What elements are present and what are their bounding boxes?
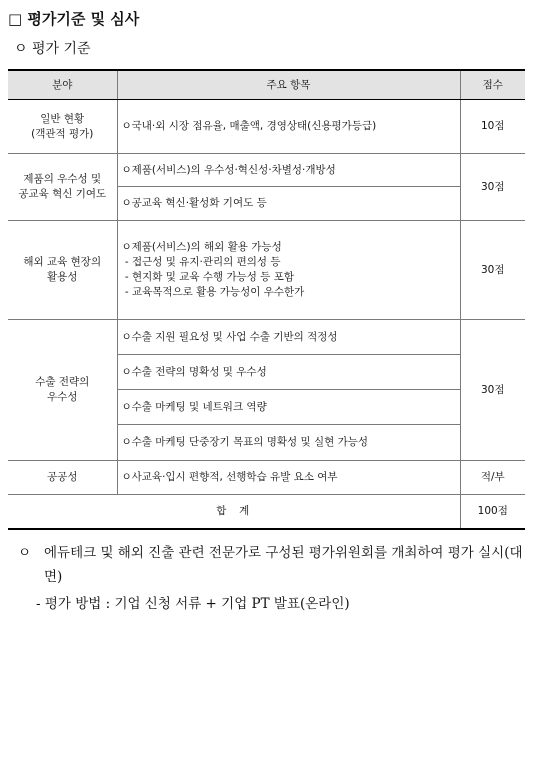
note-sub-text: - 평가 방법 : 기업 신청 서류 + 기업 PT 발표(온라인) <box>36 596 350 612</box>
table-header-row <box>8 70 525 100</box>
item-line: ㅇ수출 마케팅 단중장기 목표의 명확성 및 실현 가능성 <box>121 436 369 448</box>
item-line: ㅇ사교육·입시 편향적, 선행학습 유발 요소 여부 <box>121 471 338 483</box>
total-score: 100점 <box>460 495 525 529</box>
total-row <box>8 495 525 529</box>
score-cell: 적/부 <box>460 461 525 495</box>
field-line: 제품의 우수성 및 <box>23 173 102 185</box>
table-row <box>8 320 525 355</box>
field-cell <box>8 461 117 495</box>
header-score: 점수 <box>460 70 525 100</box>
item-cell <box>117 355 460 390</box>
field-cell <box>8 100 117 154</box>
item-cell <box>117 187 460 221</box>
field-line: 공공성 <box>47 471 78 483</box>
note-text: 에듀테크 및 해외 진출 관련 전문가로 구성된 평가위원회를 개최하여 평가 실시(대면) <box>44 545 523 585</box>
field-line: 해외 교육 현장의 <box>23 256 102 268</box>
field-line: 일반 현황 <box>40 112 85 125</box>
item-line: ㅇ공교육 혁신·활성화 기여도 등 <box>121 197 267 209</box>
field-line: 활용성 <box>47 271 78 283</box>
subsection-title: ㅇ 평가 기준 <box>14 41 91 57</box>
item-cell <box>117 320 460 355</box>
item-line: ㅇ제품(서비스)의 해외 활용 가능성 <box>121 241 282 253</box>
field-line: 수출 전략의 <box>35 376 90 388</box>
field-line: 공교육 혁신 기여도 <box>18 188 107 200</box>
item-line: ㅇ수출 전략의 명확성 및 우수성 <box>121 365 267 378</box>
item-line: ㅇ수출 마케팅 및 네트워크 역량 <box>121 400 267 413</box>
note-bullet: ㅇ <box>18 545 32 561</box>
item-cell <box>117 390 460 425</box>
score-cell: 10점 <box>460 100 525 154</box>
field-cell <box>8 221 117 320</box>
section-title: □ 평가기준 및 심사 <box>8 10 140 28</box>
item-cell <box>117 100 460 154</box>
item-cell <box>117 425 460 461</box>
table-row <box>8 100 525 154</box>
table-row <box>8 221 525 320</box>
item-cell <box>117 461 460 495</box>
table-row <box>8 461 525 495</box>
item-line: - 현지화 및 교육 수행 가능성 등 포함 <box>121 271 294 283</box>
item-line: ㅇ제품(서비스)의 우수성·혁신성·차별성·개방성 <box>121 163 336 176</box>
field-line: 우수성 <box>47 391 78 403</box>
score-cell: 30점 <box>460 320 525 461</box>
item-line: ㅇ수출 지원 필요성 및 사업 수출 기반의 적정성 <box>121 330 338 343</box>
item-line: - 교육목적으로 활용 가능성이 우수한가 <box>121 286 305 298</box>
header-items: 주요 항목 <box>117 70 460 100</box>
item-cell <box>117 221 460 320</box>
header-field: 분야 <box>8 70 117 100</box>
score-cell: 30점 <box>460 154 525 221</box>
item-cell <box>117 154 460 187</box>
evaluation-note <box>18 541 533 616</box>
table-row <box>8 154 525 187</box>
field-cell <box>8 320 117 461</box>
item-line: - 접근성 및 유지·관리의 편의성 등 <box>121 256 281 268</box>
score-cell: 30점 <box>460 221 525 320</box>
field-line: (객관적 평가) <box>31 127 94 140</box>
field-cell <box>8 154 117 221</box>
item-line: ㅇ국내·외 시장 점유율, 매출액, 경영상태(신용평가등급) <box>121 120 377 132</box>
total-label: 합 계 <box>8 495 460 529</box>
criteria-table <box>8 69 525 530</box>
